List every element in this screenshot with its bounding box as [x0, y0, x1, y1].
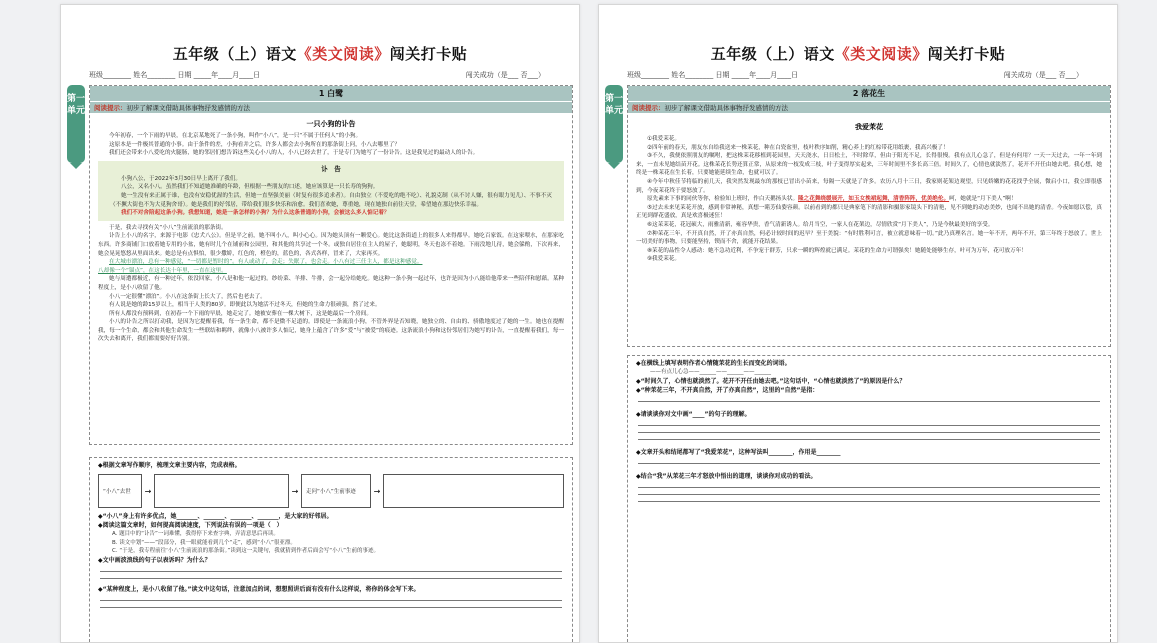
question: ◆“小八”身上有许多优点，她_______、_______、_______、_______，是大家的好邻居。	[98, 513, 333, 520]
mood-flow-line[interactable]: ——有点儿心急——______——______——______	[650, 369, 772, 375]
worksheet-page-2	[598, 4, 1118, 643]
student-info-line: 班级________ 姓名________ 日期 _____年____月____日 闯关成功（是___ 否___）	[627, 71, 1083, 79]
question: ◆根据文章写作顺序，梳理文章主要内容，完成表格。	[98, 462, 241, 469]
paragraph: ⑦种茉花三年，不开真自然，开了亦真自然，何必计较时间的迟早？至于美貌：“有时胜利可言，被立就意味着一切。”此乃真理名言。她一年不开，两年不开，第三年终于怒放了。世上一切美好的事物，只要能坚持，锲而不舍，就能开花结果。	[636, 230, 1102, 246]
paragraph: ⑤过去未来见茉花开放，感到非常神秘，真想一睹芳仙姿容颜。以前看到的都只是典家笔下的清影和摄影家镜头下的清艳，见不到她的动态美妙，也闻不出她的清香。今夜如愿以偿，真正见到群花盛放，真是欢喜极迷狂！	[636, 204, 1102, 220]
question: ◆“时间久了，心情也就淡然了。花开不开任由她去吧。”这句话中，“心情也就淡然了”的原因是什么？	[636, 377, 906, 385]
question: ◆“某种程度上，是小八收留了他。”读文中这句话，注意加点的词，想想照讲后面有没有什么这样说，将你的体会写下来。	[98, 585, 420, 593]
student-info-line: 班级________ 姓名________ 日期 _____年____月____日 闯关成功（是___ 否___）	[89, 71, 545, 79]
notice-title: 讣 告	[321, 164, 341, 173]
paragraph: 八公，又名小八。虽然我们不知道她准确的年龄，但根据一些朋友的口述，她应该算是一只长寿的狗狗。	[121, 184, 379, 191]
questions-box	[627, 355, 1111, 643]
section-header: 1 白鹭	[90, 86, 572, 101]
content-flow-table	[98, 474, 564, 508]
paragraph: 我们还会带来小八爱吃的火腿肠，她的邻居们想告诉这些关心小八的人，小八已经去世了，于是专门为她写了一份讣告。这是我见过的最动人的讣告。	[109, 150, 479, 157]
paragraph: ①我爱茉花。	[647, 136, 680, 142]
flow-cell-blank[interactable]	[383, 474, 564, 508]
paragraph: 小狗八公，于2022年3月30日早上离开了我们。	[121, 175, 242, 182]
paragraph: 有人说是她的龄15岁以上，相当于人类的80岁。即便此以为她活不过冬天，但她的生命力很顽强，熬了过来。	[109, 302, 381, 309]
answer-line[interactable]	[638, 425, 1100, 426]
paragraph: 这原本是一件极其普通的小事。由于条件的差，小狗看并之后，许多人都会去小狗所在的那条街上问，小八去哪里了？	[109, 141, 400, 148]
question: ◆文中画波浪线的句子以表诉吗？为什么？	[98, 556, 211, 564]
paragraph: 于是，我去寻找有关“小八”生前流浪的那条街。	[109, 224, 227, 231]
paragraph: 小八的讣告之所以打动我，是因为它提醒着我，每一条生命，都不是微不足道的。即使是一条流浪小狗，不管外界是否知晓，她独立的、自由的、骄傲地度过了她的一生。她也在提醒我，每一个生命，都会和其他生命发生一些联结和羁绊，就像小八被许多人惦记，她身上蕴含了许多“爱”与“被爱”的痕迹。这条流浪小狗和这份邻居们为她写的讣告，一直提醒着我们，每一次失去和离开，我们都需要好好告别。	[98, 319, 564, 343]
question: ◆请谈谈你对文中画“____”的句子的理解。	[636, 410, 751, 418]
paragraph: 今年初春，一个下雨的早晨，在北京某地死了一条小狗，叫作“小八”，是一只“不属于任何人”的小狗。	[109, 133, 362, 139]
highlighted-question-line: 我们不对舍陪起这条小狗。我想知道，她是一条怎样的小狗？为什么这条普通的小狗，会被这么多人惦记着？	[121, 210, 390, 217]
arrow-icon: →	[144, 486, 152, 496]
arrow-icon: →	[291, 486, 299, 496]
paragraph: 她与周遭都极近，有一种过年，依没回家，小八是和他一起过的。纱纷菜、羊排、牛排，会一起分给她吃。她这种一条小狗一起过年，也许是因为小八能给他带来一些陪伴和慰藉。某种程度上，是小八收留了他。	[98, 276, 564, 291]
page-title: 五年级（上）语文《类文阅读》闯关打卡贴	[172, 45, 468, 63]
reading-passage-box	[627, 85, 1111, 347]
questions-box	[89, 457, 573, 643]
question: ◆文章开头和结尾都写了“我爱茉花”，这种写法叫________，作用是________	[636, 448, 841, 456]
answer-line[interactable]	[638, 401, 1100, 402]
article-title: 一只小狗的讣告	[306, 120, 356, 128]
wavy-underlined-sentence: 在大城市漂泊，总有一种感觉，“一切都是暂时的”。有人或动了，会走；失眠了，也会走。小八有过三任主人，都是这种感觉。	[109, 259, 423, 266]
worksheet-page-1	[60, 4, 580, 643]
answer-line[interactable]	[100, 578, 562, 579]
flow-cell-blank[interactable]	[154, 474, 289, 508]
paragraph: 讣告上小八的名字，来源于电影《忠犬八公》。但是平之前，她不叫小八，叫小心心。因为她头顶有一颗爱心。她比这条街道上的很多人来得都早。她吃百家饭。在这家喂水，在那家吃东西。许多商铺门口放着她专用的小盆，她有时儿个在铺前和公园里，和其他的共享过一个冬。或独自居住在主人的屋子，她聪明，冬天也冻不着她。下雨没地儿待，她会躲酌，下次再来，她会晃晃悠悠从里面出来。她总是有点惧怕，很少撒娇，红色的，橙色的，蓝色的，各式各样，冒来了，大家再买。	[98, 233, 564, 257]
paragraph: ⑧茉花的品性令人感动：她不急功近利，不争宠于群芳，只求一瞬的辉煌就已满足。茉花的生命力可谓强矣！她随处能够生存，叶可为万年，花可放万年！	[647, 247, 1027, 254]
answer-line[interactable]	[100, 600, 562, 601]
flow-cell: “小八”去世	[98, 474, 142, 508]
answer-line[interactable]	[638, 487, 1100, 488]
paragraph: ⑥这茉茉花，花冠硕大，雨雅清新，雍容华贵，香气清新诱人。给月当空，一家人在花架边，尽情欣赏“月下美人”，乃是今秋最美好的享受。	[647, 221, 994, 228]
reading-tip: 阅读提示：初步了解课文借助具体事物抒发感情的方法	[90, 101, 572, 113]
flow-cell: 走问“小八”生前事迹	[301, 474, 371, 508]
arrow-icon: →	[373, 486, 381, 496]
unit-sidebar-tag: 第一单元	[605, 85, 623, 163]
wavy-underlined-sentence: 八却像一个“锚点”，在这长达十年里，一直在这里。	[98, 267, 227, 274]
question: ◆“种茉花三年，不开真自然，开了亦真自然”，这里的“自然”是指：	[636, 386, 819, 394]
paragraph: 小八一定很懂“漂泊”。小八在这条街上长大了，然后也老去了。	[109, 293, 266, 300]
answer-line[interactable]	[100, 571, 562, 572]
paragraph: ④今年中秋佳节将临的前几天，我突然发现最东的那枝已冒出小苗来，每隔一天就是了许多。农历八月十三日，我家则花架边观望，只见娇嫩的花花找乎全展，微启小口，我立即很感到，今夜茉花终于要怒放了。	[636, 178, 1102, 194]
option: C. “于是，我专程前往‘小八’生前流浪的那条街。”读到这一关键句，我就猜到作者后面会写“小八”生前的事迹。	[112, 548, 379, 554]
answer-line[interactable]	[638, 432, 1100, 433]
unit-sidebar-tag: 第一单元	[67, 85, 85, 163]
reading-passage-box	[89, 85, 573, 445]
question: ◆结合“我”从茉花三年才怒放中悟出的道理，谈谈你对成功的看法。	[636, 472, 817, 480]
obituary-notice	[98, 161, 564, 221]
answer-line[interactable]	[100, 607, 562, 608]
paragraph: ③不久，我便依照朋友的嘱咐，把这株茉花移植到花园里，天天浇水，日日松土，不时除草，但由于阳光不足，长得很慢。我有点儿心急了，但是有何用？一天一天过去，一年一年到来，一直未见她结苗开花。这株茉花长势还算正常，从原来的一枝发成三枝，叶子变得厚实起来，三年时间里不多长高三倍。时间久了，心情也就淡然了，花开不开任由她去吧。我心想，她终是一株茉花在生长着，只要她能延续生命，也就可以了。	[636, 153, 1102, 177]
paragraph: 她一生没有来正属于谁，也没有安稳优渥的生活，但她一直坚强美丽（时复有很多追求者）。自由独立（不爱吃的绝不吃）、礼貌克制（从不讨人嫌，很有眼力见儿）、不事不灭（不撅大街也不为大觅狗舍哥）。她是我们的好邻居，带给我们很多快乐和治愈。我们喜欢她，尊重她，现在她独自前往天堂，希望她在那边快乐幸福。	[110, 192, 552, 208]
question: ◆阅读这篇文章时，如何提高阅读速度，下列说法有误的一项是（ ）	[98, 522, 283, 529]
paragraph: 所有人都没有预料到，在初春一个下雨的早晨，她走完了。她被安葬在一棵大树下，这是她最后一个房间。	[109, 310, 372, 317]
answer-line[interactable]	[638, 463, 1100, 464]
answer-line[interactable]	[638, 501, 1100, 502]
paragraph: ②四年前的春天，朋友东自给我送来一株茉花，种在白瓷盆里，枝叶秩序如削，精心养上的红棕带花用纸裹，我高兴极了！	[647, 144, 949, 151]
underlined-sentence: 隆之花舞绕缓展开，如玉女挽裙起舞，清香阵阵，优美绝伦。	[798, 196, 950, 203]
paragraph: ⑨我爱茉花。	[647, 256, 680, 263]
option: B. 读文中划“——”段部分，我一眼就能看到几个“走”，感到“小八”很亚漂。	[112, 539, 296, 546]
reading-tip: 阅读提示：初步了解课文借助具体事物抒发感情的方法	[628, 101, 1110, 113]
page-title: 五年级（上）语文《类文阅读》闯关打卡贴	[710, 45, 1006, 63]
answer-line[interactable]	[638, 439, 1100, 440]
option: A. 题目中的“讣告”一词难懂，我得停下来查字典，弄清意思后再读。	[112, 531, 279, 537]
article-title: 我爱茉花	[855, 123, 883, 131]
section-header: 2 落花生	[628, 86, 1110, 101]
paragraph: 原先素来下事的同伙等你，检验知上班时，作白天鹅扬头状。隆之花舞绕缓展开，如玉女挽裙起舞，清香阵阵，优美绝伦。呵，她就是“月下美人”啊！	[647, 196, 1017, 203]
answer-line[interactable]	[638, 494, 1100, 495]
question: ◆在横线上填写表明作者心情随茉花的生长而变化的词语。	[636, 360, 791, 367]
